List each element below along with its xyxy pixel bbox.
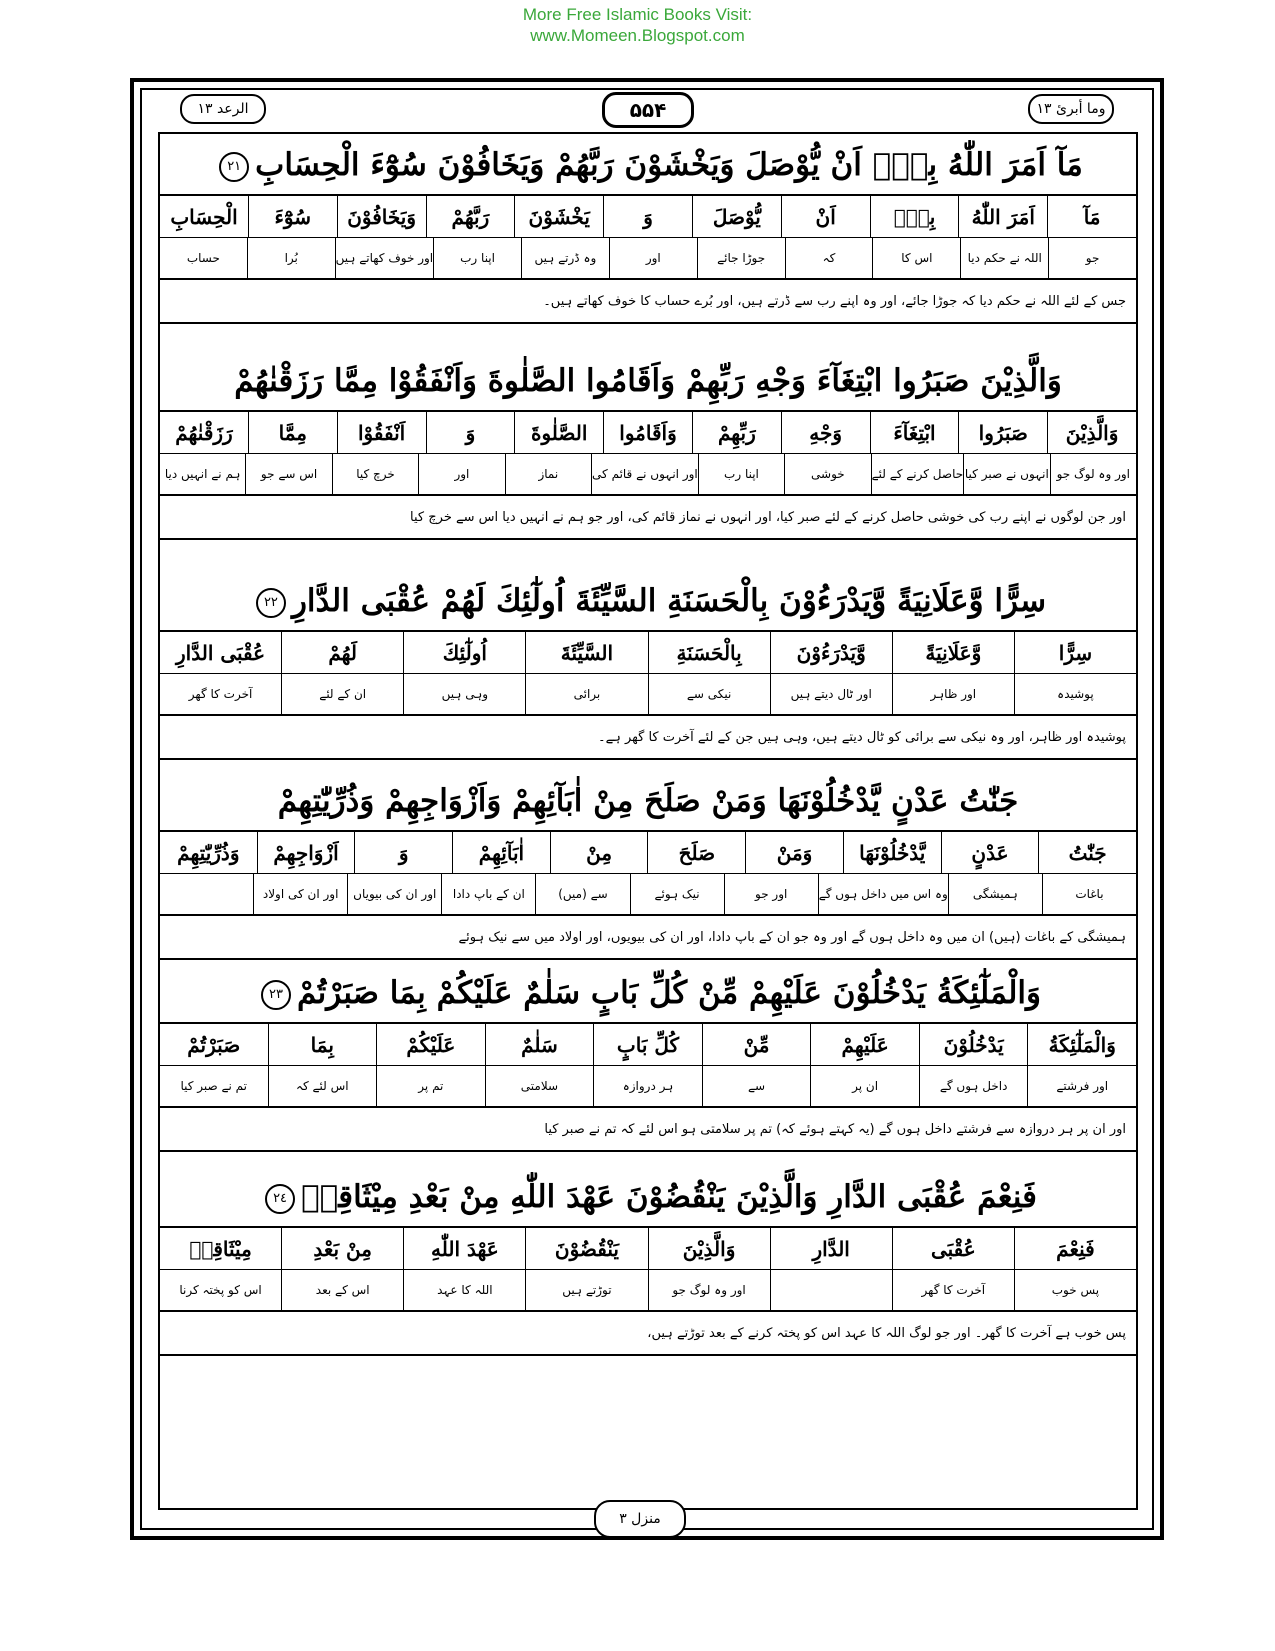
arabic-word-cell: بِهٖٓ bbox=[870, 196, 959, 237]
urdu-meaning-cell: حساب bbox=[186, 251, 220, 265]
meaning-row bbox=[160, 674, 1136, 716]
arabic-word-cell: وَّعَلَانِيَةً bbox=[892, 632, 1014, 673]
arabic-verse-text: فَنِعْمَ عُقْبَى الدَّارِ وَالَّذِيْنَ يَنْقُضُوْنَ عَهْدَ اللّٰهِ مِنْ بَعْدِ مِيْثَاقِهٖ bbox=[301, 1179, 1037, 1215]
urdu-meaning-cell: اور انہوں نے قائم کی bbox=[591, 454, 698, 494]
ayah-number-marker: ٢٢ bbox=[256, 588, 286, 618]
urdu-meaning-cell: اس کے بعد bbox=[281, 1270, 403, 1310]
arabic-word-cell: رَبِّهِمْ bbox=[692, 412, 781, 453]
verse-section bbox=[160, 962, 1136, 1152]
word-row bbox=[160, 1024, 1136, 1066]
urdu-translation bbox=[160, 280, 1136, 324]
page-content bbox=[158, 132, 1138, 1510]
arabic-verse bbox=[160, 350, 1136, 412]
arabic-verse-text: مَآ اَمَرَ اللّٰهُ بِهٖٓ اَنْ يُّوْصَلَ وَيَخْشَوْنَ رَبَّهُمْ وَيَخَافُوْنَ سُوْٓءَ الْحِسَابِ bbox=[255, 147, 1083, 183]
urdu-meaning-cell: اپنا رب bbox=[698, 454, 784, 494]
arabic-word-cell: صَلَحَ bbox=[647, 832, 745, 873]
verse-section bbox=[160, 134, 1136, 324]
meaning-row bbox=[160, 1066, 1136, 1108]
arabic-word-cell: اُولٰٓئِكَ bbox=[403, 632, 525, 673]
arabic-verse-text: وَالَّذِيْنَ صَبَرُوا ابْتِغَآءَ وَجْهِ رَبِّهِمْ وَاَقَامُوا الصَّلٰوةَ وَاَنْفَقُوْا مِمَّا رَزَقْنٰهُمْ bbox=[234, 363, 1062, 399]
arabic-word-cell: وَّيَدْرَءُوْنَ bbox=[770, 632, 892, 673]
urdu-meaning-cell: باغات bbox=[1042, 874, 1136, 914]
arabic-word-cell: سُوْٓءَ bbox=[248, 196, 337, 237]
arabic-word-cell: اَنْفَقُوْا bbox=[337, 412, 426, 453]
urdu-meaning-cell: ان پر bbox=[810, 1066, 919, 1106]
arabic-word-cell: الصَّلٰوةَ bbox=[514, 412, 603, 453]
arabic-word-cell: مِنْ بَعْدِ bbox=[281, 1228, 403, 1269]
urdu-translation-text: پس خوب ہے آخرت کا گھر۔ اور جو لوگ اللہ کا عہد اس کو پختہ کرنے کے بعد توڑتے ہیں، bbox=[647, 1325, 1126, 1341]
arabic-word-cell: عَلَيْهِمْ bbox=[810, 1024, 919, 1065]
urdu-meaning-cell: نیکی سے bbox=[648, 674, 770, 714]
verse-section bbox=[160, 1166, 1136, 1356]
urdu-meaning-cell: اور خوف کھاتے ہیں bbox=[335, 238, 433, 278]
urdu-meaning-cell: حاصل کرنے کے لئے bbox=[871, 454, 964, 494]
urdu-translation-text: پوشیدہ اور ظاہر، اور وہ نیکی سے برائی کو ٹال دیتے ہیں، وہی ہیں جن کے لئے آخرت کا گھر ہے۔ bbox=[597, 729, 1126, 745]
arabic-word-cell: الْحِسَابِ bbox=[170, 204, 238, 229]
arabic-word-cell: وَ bbox=[354, 832, 452, 873]
urdu-meaning-cell: اور فرشتے bbox=[1027, 1066, 1136, 1106]
arabic-verse bbox=[160, 962, 1136, 1024]
arabic-word-cell: وَجْهِ bbox=[781, 412, 870, 453]
urdu-meaning-cell: بُرا bbox=[247, 238, 335, 278]
para-name-label: وما أبرئ ١٣ bbox=[1028, 94, 1114, 124]
urdu-meaning-cell: جوڑا جائے bbox=[697, 238, 785, 278]
arabic-word-cell: وَ bbox=[603, 196, 692, 237]
meaning-row bbox=[160, 1270, 1136, 1312]
urdu-meaning-cell: انہوں نے صبر کیا bbox=[963, 454, 1049, 494]
arabic-word-cell: يُّوْصَلَ bbox=[692, 196, 781, 237]
urdu-meaning-cell: ہمیشگی bbox=[948, 874, 1042, 914]
urdu-meaning-cell: اور ظاہر bbox=[892, 674, 1014, 714]
arabic-word-cell: يَّدْخُلُوْنَهَا bbox=[843, 832, 941, 873]
arabic-word-cell: وَذُرِّيّٰتِهِمْ bbox=[177, 840, 240, 865]
urdu-meaning-cell: خرچ کیا bbox=[332, 454, 418, 494]
arabic-word-cell: بِالْحَسَنَةِ bbox=[648, 632, 770, 673]
urdu-meaning-cell: اور ان کی بیویاں bbox=[347, 874, 441, 914]
urdu-translation-text: جس کے لئے اللہ نے حکم دیا کہ جوڑا جائے، اور وہ اپنے رب سے ڈرتے ہیں، اور بُرے حساب کا خوف کھاتے ہیں۔ bbox=[543, 293, 1126, 309]
verse-section bbox=[160, 770, 1136, 960]
arabic-word-cell: اٰبَآئِهِمْ bbox=[452, 832, 550, 873]
urdu-meaning-cell bbox=[770, 1270, 892, 1310]
urdu-meaning-cell: اور ان کی اولاد bbox=[253, 874, 347, 914]
urdu-translation bbox=[160, 716, 1136, 760]
ayah-number-marker: ٢٤ bbox=[265, 1184, 295, 1214]
arabic-word-cell: بِمَا bbox=[268, 1024, 377, 1065]
meaning-row bbox=[160, 874, 1136, 916]
urdu-translation-text: ہمیشگی کے باغات (ہیں) ان میں وہ داخل ہوں گے اور وہ جو ان کے باپ دادا، اور ان کی بیویوں، اور اولاد میں سے نیک ہوئے bbox=[458, 929, 1126, 945]
urdu-meaning-cell: سے bbox=[702, 1066, 811, 1106]
urdu-meaning-cell: اور bbox=[418, 454, 504, 494]
urdu-meaning-cell: اور جو bbox=[724, 874, 818, 914]
arabic-word-cell: ابْتِغَآءَ bbox=[870, 412, 959, 453]
urdu-meaning-cell: کہ bbox=[785, 238, 873, 278]
urdu-meaning-cell: اس سے جو bbox=[245, 454, 331, 494]
arabic-verse-text: سِرًّا وَّعَلَانِيَةً وَّيَدْرَءُوْنَ بِالْحَسَنَةِ السَّيِّئَةَ اُولٰٓئِكَ لَهُمْ عُقْبَى الدَّارِ bbox=[291, 583, 1047, 619]
urdu-meaning-cell: نماز bbox=[505, 454, 591, 494]
arabic-word-cell: لَهُمْ bbox=[281, 632, 403, 673]
arabic-word-cell: السَّيِّئَةَ bbox=[525, 632, 647, 673]
arabic-word-cell: مَآ bbox=[1047, 196, 1136, 237]
surah-name-label: الرعد ١٣ bbox=[180, 94, 266, 124]
verse-section bbox=[160, 350, 1136, 540]
urdu-meaning-cell: وہ اس میں داخل ہوں گے bbox=[818, 874, 948, 914]
arabic-word-cell: وَاَقَامُوا bbox=[603, 412, 692, 453]
urdu-translation bbox=[160, 1312, 1136, 1356]
urdu-translation bbox=[160, 496, 1136, 540]
arabic-word-cell: وَ bbox=[426, 412, 515, 453]
urdu-meaning-cell: جو bbox=[1048, 238, 1136, 278]
urdu-meaning-cell: نیک ہوئے bbox=[630, 874, 724, 914]
word-row bbox=[160, 196, 1136, 238]
meaning-row bbox=[160, 454, 1136, 496]
urdu-meaning-cell: توڑتے ہیں bbox=[525, 1270, 647, 1310]
arabic-verse bbox=[160, 134, 1136, 196]
arabic-word-cell: عَلَيْكُمْ bbox=[376, 1024, 485, 1065]
arabic-word-cell: مِيْثَاقِهٖ bbox=[189, 1236, 252, 1261]
arabic-word-cell: فَنِعْمَ bbox=[1014, 1228, 1136, 1269]
arabic-verse bbox=[160, 1166, 1136, 1228]
word-row bbox=[160, 632, 1136, 674]
arabic-word-cell: عَدْنٍ bbox=[941, 832, 1039, 873]
watermark bbox=[0, 4, 1275, 46]
page-number: ۵۵۴ bbox=[602, 92, 694, 128]
urdu-meaning-cell: سے (میں) bbox=[535, 874, 629, 914]
ayah-number-marker: ٢١ bbox=[219, 152, 249, 182]
urdu-translation-text: اور ان پر ہر دروازہ سے فرشتے داخل ہوں گے (یہ کہتے ہوئے کہ) تم پر سلامتی ہو اس لئے کہ تم نے صبر کیا bbox=[544, 1121, 1126, 1137]
urdu-meaning-cell: اور bbox=[609, 238, 697, 278]
verse-section bbox=[160, 570, 1136, 760]
arabic-word-cell: كُلِّ بَابٍ bbox=[593, 1024, 702, 1065]
urdu-meaning-cell: اور وہ لوگ جو bbox=[648, 1270, 770, 1310]
urdu-meaning-cell: وہی ہیں bbox=[403, 674, 525, 714]
arabic-word-cell: وَمَنْ bbox=[745, 832, 843, 873]
arabic-word-cell: مِنْ bbox=[550, 832, 648, 873]
arabic-verse bbox=[160, 570, 1136, 632]
arabic-word-cell: سِرًّا bbox=[1014, 632, 1136, 673]
arabic-word-cell: الدَّارِ bbox=[770, 1228, 892, 1269]
arabic-word-cell: رَزَقْنٰهُمْ bbox=[175, 420, 233, 445]
urdu-meaning-cell: داخل ہوں گے bbox=[919, 1066, 1028, 1106]
arabic-word-cell: جَنّٰتُ bbox=[1038, 832, 1136, 873]
arabic-word-cell: وَالَّذِيْنَ bbox=[648, 1228, 770, 1269]
urdu-meaning-cell: وہ ڈرتے ہیں bbox=[521, 238, 609, 278]
arabic-word-cell: يَنْقُضُوْنَ bbox=[525, 1228, 647, 1269]
urdu-meaning-cell: اپنا رب bbox=[433, 238, 521, 278]
arabic-word-cell: مِّنْ bbox=[702, 1024, 811, 1065]
arabic-word-cell: رَبَّهُمْ bbox=[426, 196, 515, 237]
ayah-number-marker: ٢٣ bbox=[261, 980, 291, 1010]
urdu-meaning-cell: پس خوب bbox=[1014, 1270, 1136, 1310]
urdu-meaning-cell: سلامتی bbox=[485, 1066, 594, 1106]
urdu-meaning-cell: اور ٹال دیتے ہیں bbox=[770, 674, 892, 714]
urdu-meaning-cell: تم نے صبر کیا bbox=[180, 1079, 247, 1093]
page-header bbox=[150, 92, 1144, 128]
word-row bbox=[160, 412, 1136, 454]
watermark-line-2[interactable]: www.Momeen.Blogspot.com bbox=[530, 26, 745, 45]
arabic-word-cell: صَبَرْتُمْ bbox=[187, 1032, 241, 1057]
arabic-verse-text: جَنّٰتُ عَدْنٍ يَّدْخُلُوْنَهَا وَمَنْ صَلَحَ مِنْ اٰبَآئِهِمْ وَاَزْوَاجِهِمْ وَذُرِّيّٰتِهِمْ bbox=[277, 783, 1019, 819]
urdu-meaning-cell: اور وہ لوگ جو bbox=[1050, 454, 1136, 494]
urdu-meaning-cell: ان کے لئے bbox=[281, 674, 403, 714]
arabic-word-cell: عُقْبَى bbox=[892, 1228, 1014, 1269]
urdu-meaning-cell: اس کا bbox=[872, 238, 960, 278]
urdu-meaning-cell: خوشی bbox=[784, 454, 870, 494]
urdu-meaning-cell: اس لئے کہ bbox=[268, 1066, 377, 1106]
arabic-word-cell: عُقْبَى الدَّارِ bbox=[176, 640, 266, 665]
arabic-word-cell: اَزْوَاجِهِمْ bbox=[257, 832, 355, 873]
urdu-translation bbox=[160, 916, 1136, 960]
arabic-word-cell: وَالَّذِيْنَ bbox=[1047, 412, 1136, 453]
arabic-word-cell: يَخْشَوْنَ bbox=[514, 196, 603, 237]
urdu-meaning-cell: اس کو پختہ کرنا bbox=[179, 1283, 262, 1297]
arabic-word-cell: اَمَرَ اللّٰهُ bbox=[958, 196, 1047, 237]
meaning-row bbox=[160, 238, 1136, 280]
arabic-verse bbox=[160, 770, 1136, 832]
arabic-word-cell: وَيَخَافُوْنَ bbox=[337, 196, 426, 237]
arabic-word-cell: وَالْمَلٰٓئِكَةُ bbox=[1027, 1024, 1136, 1065]
urdu-meaning-cell: ان کے باپ دادا bbox=[441, 874, 535, 914]
urdu-meaning-cell: آخرت کا گھر bbox=[188, 687, 253, 701]
arabic-word-cell: سَلٰمٌ bbox=[485, 1024, 594, 1065]
urdu-meaning-cell bbox=[160, 874, 253, 914]
arabic-word-cell: عَهْدَ اللّٰهِ bbox=[403, 1228, 525, 1269]
urdu-translation-text: اور جن لوگوں نے اپنے رب کی خوشی حاصل کرنے کے لئے صبر کیا، اور انہوں نے نماز قائم کی، اور جو ہم نے انہیں دیا اس سے خرچ کیا bbox=[410, 509, 1126, 525]
urdu-meaning-cell: برائی bbox=[525, 674, 647, 714]
urdu-meaning-cell: اللہ نے حکم دیا bbox=[960, 238, 1048, 278]
urdu-meaning-cell: تم پر bbox=[376, 1066, 485, 1106]
urdu-meaning-cell: ہم نے انہیں دیا bbox=[164, 467, 241, 481]
watermark-line-1: More Free Islamic Books Visit: bbox=[522, 5, 753, 24]
arabic-word-cell: يَدْخُلُوْنَ bbox=[919, 1024, 1028, 1065]
manzil-label: منزل ٣ bbox=[594, 1500, 686, 1538]
arabic-verse-text: وَالْمَلٰٓئِكَةُ يَدْخُلُوْنَ عَلَيْهِمْ مِّنْ كُلِّ بَابٍ سَلٰمٌ عَلَيْكُمْ بِمَا صَبَرْتُمْ bbox=[296, 975, 1042, 1011]
arabic-word-cell: اَنْ bbox=[781, 196, 870, 237]
urdu-meaning-cell: ہر دروازہ bbox=[593, 1066, 702, 1106]
urdu-meaning-cell: اللہ کا عہد bbox=[403, 1270, 525, 1310]
word-row bbox=[160, 832, 1136, 874]
word-row bbox=[160, 1228, 1136, 1270]
urdu-meaning-cell: آخرت کا گھر bbox=[892, 1270, 1014, 1310]
urdu-translation bbox=[160, 1108, 1136, 1152]
urdu-meaning-cell: پوشیدہ bbox=[1014, 674, 1136, 714]
arabic-word-cell: مِمَّا bbox=[248, 412, 337, 453]
arabic-word-cell: صَبَرُوا bbox=[958, 412, 1047, 453]
